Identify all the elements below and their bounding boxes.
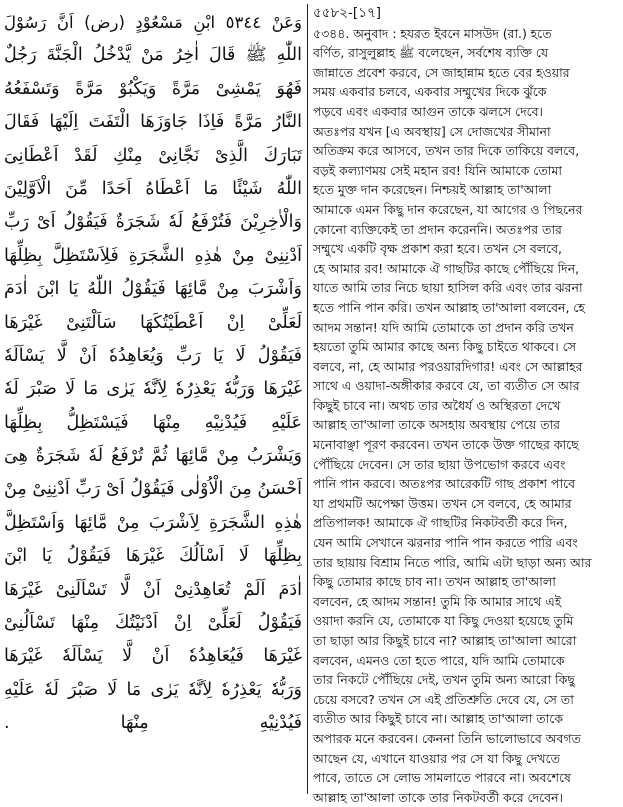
bengali-text-line: তার নিকটে পৌঁছিয়ে দেই, তখন তুমি অন্য আরো কিছু	[313, 672, 575, 688]
bengali-text-line: আল্লাহ তা'আলা তাকে অসহায় অবস্থায় পেয়ে তার	[313, 417, 560, 433]
bengali-text-line: যেন আমি সেখানে ঝরনার পানি পান করতে পারি এবং	[313, 535, 578, 551]
arabic-text-line: اَحْسَنُ مِنَ الْاُوْلٰى فَيَقُوْلُ اَىْ رَبِّ اَدْنِنِىْ مِنْ	[4, 479, 302, 500]
bengali-text-line: মনোবাঞ্ছা পূরণ করবেন। তখন তাকে উক্ত গাছের কাছে	[313, 437, 579, 453]
bengali-text-line: আদম সন্তান! যদি আমি তোমাকে তা প্রদান করি তখন	[313, 319, 574, 335]
arabic-text-line: فَيَقُوْلُ لَعَلِّىْ اِنْ اَدْنَيْتُكَ مِنْهَا تَسْاَلُنِىْ	[4, 613, 302, 634]
bengali-text-line: জান্নাতে প্রবেশ করবে, সে জাহান্নাম হতে বের হওয়ার	[313, 64, 570, 80]
bengali-text-line: আমাকে এমন কিছু দান করেছেন, যা আগের ও পিছনের	[313, 201, 583, 217]
bengali-text-line: সম্মুখে একটি বৃক্ষ প্রকাশ করা হবে। তখন সে বলবে,	[313, 241, 562, 257]
bengali-text-line: পানি পান করবে। অতঃপর আরেকটি গাছ প্রকাশ পাবে	[313, 476, 575, 492]
arabic-text-line: وَرَبُّهٗ يَعْذِرُهٗ لِاَنَّهٗ يَرٰى مَا لَا صَبْرَ لَهٗ عَلَيْهِ	[4, 679, 302, 700]
bengali-text-line: ব্যতীত আর কিছুই চাবে না। আল্লাহ তা'আলা তাকে	[313, 711, 563, 727]
arabic-text-line: وَالْاٰخِرِيْنَ فَتُرْفَعُ لَهٗ شَجَرَةٌ فَيَقُوْلُ اَىْ رَبِّ	[4, 212, 302, 233]
arabic-text-line: فَيُدْنِيْهِ مِنْهَا .	[4, 713, 302, 734]
arabic-text-line: غَيْرَهَا فَيُعَاهِدُهٗ اَنْ لَّا يَسْاَلَهٗ غَيْرَهَا	[4, 646, 302, 667]
arabic-text-line: وَعَنْ ٥٣٤٤ ابْنِ مَسْعُوْدٍ (رض) اَنَّ رَسُوْلَ	[4, 13, 302, 32]
arabic-text-line: اللّٰهِ ﷺ قَالَ اٰخِرُ مَنْ يَّدْخُلُ الْجَنَّةَ رَجُلٌ	[4, 45, 302, 66]
bengali-text-line: সাথে এ ওয়াদা-অঙ্গীকার করবে যে, তা ব্যতীত সে আর	[313, 378, 580, 394]
bengali-text-line: বলবেন, হে আদম সন্তান! তুমি কি আমার সাথে এই	[313, 593, 562, 609]
bengali-text-line: হতে মুক্ত দান করেছেন। নিশ্চয়ই আল্লাহ তা'আলা	[313, 182, 552, 198]
bengali-translation-column	[313, 4, 618, 805]
bengali-text-line: কোনো ব্যক্তিকেই তা প্রদান করেননি। অতঃপর তার	[313, 221, 562, 237]
arabic-text-line: لَعَلِّىْ اِنْ اَعْطَيْتُكَهَا سَاَلْتَنِىْ غَيْرَهَا	[4, 312, 302, 333]
bengali-text-line: চেয়ে বসবে? তখন সে এই প্রতিশ্রুতি দেবে যে, সে তা	[313, 691, 574, 707]
bengali-text-line: তার ছায়ায় বিশ্রাম নিতে পারি, আমি এটা ছাড়া অন্য আর	[313, 554, 592, 570]
arabic-text-line: اللّٰهُ شَيْئًا مَا اَعْطَاهُ اَحَدًا مِّنَ الْاَوَّلِيْنَ	[4, 178, 302, 199]
arabic-text-line: هٰذِهِ الشَّجَرَةِ لِاَشْرَبَ مِنْ مَّائِهَا وَاَسْتَظِلَّ	[4, 512, 302, 533]
bengali-translation-text	[313, 24, 618, 807]
column-divider	[307, 4, 308, 794]
bengali-text-line: পড়বে এবং একবার আগুন তাকে ঝলসে দেবে।	[313, 103, 543, 119]
bengali-text-line: বলবে, না, হে আমার পরওয়ারদিগার! এবং সে আল্লাহর	[313, 358, 583, 374]
arabic-text-line: وَيَشْرَبُ مِنْ مَّائِهَا ثُمَّ تُرْفَعُ لَهٗ شَجَرَةٌ هِىَ	[4, 446, 302, 467]
bengali-text-line: ৫৩৪৪. অনুবাদ : হযরত ইবনে মাসউদ (রা.) হতে	[313, 25, 552, 41]
bengali-text-line: আছেন যে, এখানে যাওয়ার পর সে যা কিছু দেখতে	[313, 750, 561, 766]
arabic-text-line: فَهُوَ يَمْشِىْ مَرَّةً وَيَكْبُوْ مَرَّةً وَتَسْفَعُهُ	[4, 78, 302, 99]
bengali-text-line: যা প্রথমটি অপেক্ষা উত্তম। তখন সে বলবে, হে আমার	[313, 495, 572, 511]
bengali-text-line: কিছু তোমার কাছে চাব না। তখন আল্লাহ তা'আলা	[313, 574, 556, 590]
bengali-text-line: যাতে আমি তার নিচে ছায়া হাসিল করি এবং তার ঝরনা	[313, 280, 583, 296]
bengali-text-line: আল্লাহ তা'আলা তাকে তার নিকটবর্তী করে দেবেন।	[313, 789, 563, 805]
bengali-text-line: তা ছাড়া আর কিছুই চাবে না? আল্লাহ তা'আলা আরো	[313, 633, 577, 648]
bengali-text-line: বর্ণিত, রাসুলুল্লাহ ﷺ বলেছেন, সর্বশেষ ব্যক্তি যে	[313, 45, 549, 61]
bengali-text-line: অতিক্রম করে আসবে, তখন তার দিকে তাকিয়ে বলবে,	[313, 143, 580, 159]
arabic-text-line: وَاَشْرَبَ مِنْ مَّائِهَا فَيَقُوْلُ اللّٰهُ يَا ابْنَ اٰدَمَ	[4, 279, 302, 300]
arabic-text-column	[4, 6, 302, 796]
bengali-text-line: অতঃপর যখন [এ অবস্থায়] সে দোজখের সীমানা	[313, 123, 551, 139]
arabic-text-line: اَدْنِنِىْ مِنْ هٰذِهِ الشَّجَرَةِ فَلِاَسْتَظِلَّ بِظِلِّهَا	[4, 245, 302, 266]
arabic-text-line: بِظِلِّهَا لَا اَسْاَلُكَ غَيْرَهَا فَيَقُوْلُ يَا ابْنَ	[4, 546, 302, 567]
bengali-text-line: পৌঁছিয়ে দেবেন। সে তার ছায়া উপভোগ করবে এবং	[313, 456, 566, 472]
bengali-text-line: পাবে, তাতে সে লোভ সামলাতে পারবে না। অবশেষে	[313, 770, 571, 786]
bengali-text-line: হয়তো তুমি আমার কাছে অন্য কিছু চাইতে থাকবে। সে	[313, 339, 576, 355]
arabic-text-line: غَيْرَهَا وَرَبُّهٗ يَعْذِرُهٗ لِاَنَّهٗ يَرٰى مَا لَا صَبْرَ لَهٗ	[4, 379, 302, 400]
bengali-text-line: অপারক মনে করবেন। কেননা তিনি ভালোভাবে অবগত	[313, 730, 581, 746]
bengali-text-line: প্রতিপালক! আমাকে ঐ গাছটির নিকটবর্তী করে দিন,	[313, 515, 568, 531]
arabic-text-line: فَيَقُوْلُ لَا يَا رَبِّ وَيُعَاهِدُهٗ اَنْ لَّا يَسْاَلَهٗ	[4, 345, 302, 366]
bengali-text-line: বলবেন, এমনও তো হতে পারে, যদি আমি তোমাকে	[313, 652, 565, 668]
arabic-text-line: تَبَارَكَ الَّذِىْ نَجَّانِىْ مِنْكِ لَقَدْ اَعْطَانِىَ	[4, 145, 302, 166]
arabic-text-line: اٰدَمَ اَلَمْ تُعَاهِدْنِىْ اَنْ لَّا تَسْاَلَنِىْ غَيْرَهَا	[4, 579, 302, 600]
arabic-text-line: النَّارُ مَرَّةً فَاِذَا جَاوَزَهَا الْتَفَتَ اِلَيْهَا فَقَالَ	[4, 112, 302, 133]
bengali-text-line: হতে পানি পান করি। তখন আল্লাহ তা'আলা বলবেন, হে	[313, 299, 585, 315]
bengali-text-line: সময় একবার চলবে, একবার সম্মুখের দিকে ঝুঁকে	[313, 84, 547, 100]
bengali-text-line: হে আমার রব! আমাকে ঐ গাছটির কাছে পৌঁছিয়ে দিন,	[313, 260, 580, 276]
bengali-text-line: কিছুই চাবে না। অথচ তার অধৈর্য ও অস্থিরতা দেখে	[313, 397, 561, 413]
bengali-text-line: ওয়াদা করনি যে, তোমাকে যা কিছু দেওয়া হয়েছে তুমি	[313, 613, 574, 629]
hadith-reference-number: ৫৫৮২-[১৭]	[313, 5, 382, 21]
arabic-text-line: عَلَيْهِ فَيُدْنِيْهِ مِنْهَا فَيَسْتَظِلُّ بِظِلِّهَا	[4, 412, 302, 433]
bengali-text-line: বড়ই কল্যাণময় সেই মহান রব! যিনি আমাকে তোমা	[313, 162, 562, 178]
